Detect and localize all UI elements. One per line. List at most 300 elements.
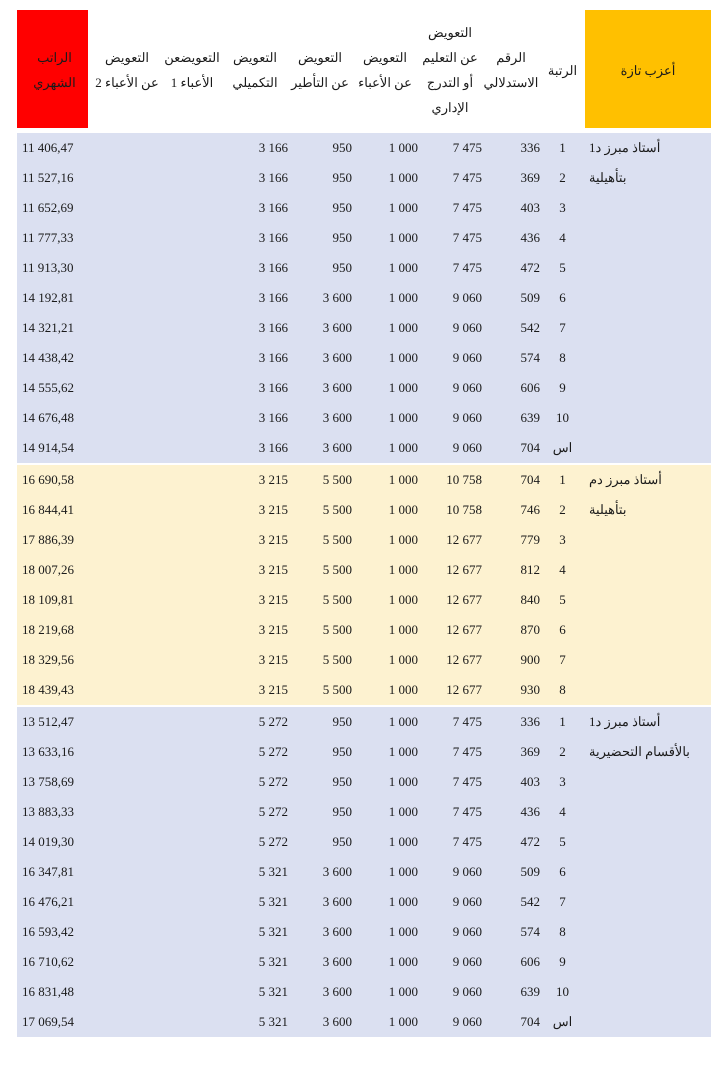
cell-burdens: 1 000 [388, 170, 418, 185]
cell-burdens: 1 000 [388, 502, 418, 517]
cell-index: 900 [520, 652, 540, 667]
cell-complementary: 3 166 [258, 410, 288, 425]
cell-rank: 1 [559, 140, 566, 155]
cell-burdens2 [92, 797, 162, 827]
cell-framing: 3 600 [322, 290, 352, 305]
cell-complementary: 3 166 [258, 140, 288, 155]
cell-burdens2 [92, 403, 162, 433]
cell-salary: 16 831,48 [22, 984, 74, 999]
cell-teaching: 9 060 [452, 984, 482, 999]
cell-burdens1 [162, 343, 222, 373]
column-header-label: الشهري [33, 75, 76, 90]
cell-teaching: 9 060 [452, 954, 482, 969]
cell-burdens2 [92, 223, 162, 253]
cell-complementary: 3 215 [258, 622, 288, 637]
cell-burdens2 [92, 343, 162, 373]
column-header-burdens2 [92, 10, 162, 130]
column-header-index [482, 10, 540, 130]
table-row [17, 675, 711, 705]
cell-burdens1 [162, 615, 222, 645]
cell-complementary: 5 321 [258, 894, 288, 909]
cell-burdens1 [162, 433, 222, 463]
column-header-label: الأعباء 1 [170, 75, 214, 90]
cell-burdens2 [92, 887, 162, 917]
cell-salary: 11 913,30 [22, 260, 74, 275]
cell-burdens1 [162, 707, 222, 737]
cell-rank: 5 [559, 834, 566, 849]
cell-index: 336 [520, 714, 540, 729]
cell-framing: 3 600 [322, 864, 352, 879]
column-header-burdens1 [162, 10, 222, 130]
cell-framing: 950 [332, 230, 352, 245]
table-row [17, 193, 711, 223]
column-header-label: التعويض [297, 50, 343, 65]
group-spacer-cell [585, 373, 711, 403]
cell-index: 704 [520, 472, 540, 487]
column-header-framing [288, 10, 352, 130]
group-spacer-cell [585, 313, 711, 343]
cell-rank: 8 [559, 924, 566, 939]
cell-rank: 3 [559, 200, 566, 215]
cell-burdens: 1 000 [388, 320, 418, 335]
group-label-line: بتأهيلية [589, 170, 627, 185]
cell-salary: 14 676,48 [22, 410, 74, 425]
cell-salary: 18 007,26 [22, 562, 74, 577]
group-spacer-cell [585, 555, 711, 585]
cell-teaching: 10 758 [446, 472, 482, 487]
group-spacer-cell [585, 615, 711, 645]
cell-rank: 5 [559, 260, 566, 275]
cell-burdens: 1 000 [388, 1014, 418, 1029]
cell-index: 472 [520, 834, 540, 849]
table-row [17, 615, 711, 645]
cell-teaching: 12 677 [446, 682, 482, 697]
cell-salary: 13 633,16 [22, 744, 74, 759]
group-spacer-cell [585, 585, 711, 615]
cell-teaching: 9 060 [452, 1014, 482, 1029]
cell-framing: 3 600 [322, 380, 352, 395]
group-spacer-cell [585, 343, 711, 373]
cell-framing: 3 600 [322, 440, 352, 455]
cell-index: 870 [520, 622, 540, 637]
cell-complementary: 5 321 [258, 954, 288, 969]
cell-index: 403 [520, 774, 540, 789]
cell-teaching: 7 475 [452, 774, 482, 789]
table-row [17, 977, 711, 1007]
cell-teaching: 9 060 [452, 924, 482, 939]
cell-index: 472 [520, 260, 540, 275]
cell-burdens: 1 000 [388, 774, 418, 789]
cell-framing: 3 600 [322, 410, 352, 425]
cell-burdens1 [162, 887, 222, 917]
column-header-rank [540, 10, 585, 130]
cell-complementary: 3 215 [258, 562, 288, 577]
column-header-label: التعويضعن [164, 50, 220, 65]
cell-rank: 7 [559, 320, 566, 335]
table-row [17, 283, 711, 313]
cell-salary: 14 555,62 [22, 380, 74, 395]
cell-burdens1 [162, 495, 222, 525]
cell-salary: 11 652,69 [22, 200, 74, 215]
column-header-teaching [418, 10, 482, 130]
cell-framing: 5 500 [322, 622, 352, 637]
column-header-label: الرتبة [547, 62, 578, 78]
table-group-2 [17, 465, 711, 705]
cell-rank: 2 [559, 170, 566, 185]
group-spacer-cell [585, 827, 711, 857]
cell-burdens1 [162, 313, 222, 343]
cell-index: 436 [520, 230, 540, 245]
cell-rank: 8 [559, 682, 566, 697]
column-header-complementary [222, 10, 288, 130]
table-row [17, 373, 711, 403]
cell-burdens: 1 000 [388, 984, 418, 999]
table-row [17, 1007, 711, 1037]
group-label-line: أستاذ مبرز د1 [589, 714, 661, 729]
cell-burdens1 [162, 947, 222, 977]
cell-burdens: 1 000 [388, 864, 418, 879]
group-label-line: بالأقسام التحضيرية [589, 744, 690, 759]
cell-index: 704 [520, 1014, 540, 1029]
cell-burdens: 1 000 [388, 924, 418, 939]
cell-burdens: 1 000 [388, 350, 418, 365]
cell-framing: 950 [332, 170, 352, 185]
cell-salary: 14 438,42 [22, 350, 74, 365]
cell-burdens2 [92, 977, 162, 1007]
cell-teaching: 12 677 [446, 622, 482, 637]
cell-complementary: 5 272 [258, 804, 288, 819]
cell-burdens: 1 000 [388, 200, 418, 215]
cell-complementary: 5 272 [258, 744, 288, 759]
table-row [17, 827, 711, 857]
cell-framing: 3 600 [322, 954, 352, 969]
table-row [17, 887, 711, 917]
cell-index: 542 [520, 320, 540, 335]
cell-burdens2 [92, 737, 162, 767]
cell-teaching: 7 475 [452, 140, 482, 155]
cell-burdens2 [92, 827, 162, 857]
cell-teaching: 7 475 [452, 744, 482, 759]
cell-salary: 18 439,43 [22, 682, 74, 697]
table-row [17, 343, 711, 373]
group-spacer-cell [585, 887, 711, 917]
cell-index: 436 [520, 804, 540, 819]
cell-burdens1 [162, 1007, 222, 1037]
cell-framing: 3 600 [322, 984, 352, 999]
cell-burdens: 1 000 [388, 834, 418, 849]
group-spacer-cell [585, 193, 711, 223]
cell-teaching: 9 060 [452, 440, 482, 455]
cell-complementary: 3 166 [258, 440, 288, 455]
cell-burdens2 [92, 433, 162, 463]
cell-salary: 14 019,30 [22, 834, 74, 849]
table-row [17, 857, 711, 887]
cell-complementary: 5 272 [258, 714, 288, 729]
cell-burdens2 [92, 163, 162, 193]
cell-salary: 17 886,39 [22, 532, 74, 547]
cell-rank: 3 [559, 532, 566, 547]
cell-framing: 3 600 [322, 894, 352, 909]
cell-complementary: 5 321 [258, 864, 288, 879]
group-spacer-cell [585, 977, 711, 1007]
cell-teaching: 9 060 [452, 380, 482, 395]
cell-index: 840 [520, 592, 540, 607]
cell-burdens2 [92, 253, 162, 283]
cell-burdens: 1 000 [388, 562, 418, 577]
group-spacer-cell [585, 767, 711, 797]
cell-burdens2 [92, 707, 162, 737]
cell-burdens2 [92, 133, 162, 163]
cell-burdens2 [92, 585, 162, 615]
group-spacer-cell [585, 433, 711, 463]
column-header-label: الاستدلالي [483, 75, 539, 90]
cell-salary: 16 476,21 [22, 894, 74, 909]
cell-burdens: 1 000 [388, 954, 418, 969]
column-header-label: الإداري [431, 100, 469, 115]
cell-burdens2 [92, 193, 162, 223]
cell-salary: 14 914,54 [22, 440, 74, 455]
cell-rank: 10 [556, 410, 569, 425]
cell-rank: 6 [559, 864, 566, 879]
cell-complementary: 3 215 [258, 652, 288, 667]
cell-index: 812 [520, 562, 540, 577]
column-header-label: التعويض [232, 50, 278, 65]
group-spacer-cell [585, 797, 711, 827]
group-spacer-cell [585, 403, 711, 433]
cell-index: 639 [520, 410, 540, 425]
cell-teaching: 7 475 [452, 714, 482, 729]
cell-burdens: 1 000 [388, 532, 418, 547]
cell-rank: اس [552, 1014, 573, 1029]
cell-salary: 13 512,47 [22, 714, 74, 729]
group-spacer-cell [585, 253, 711, 283]
group-spacer-cell [585, 223, 711, 253]
cell-burdens1 [162, 917, 222, 947]
group-label-line: أستاذ مبرز د1 [589, 140, 661, 155]
column-header-label: عن التعليم [422, 50, 478, 65]
cell-rank: 6 [559, 290, 566, 305]
cell-framing: 5 500 [322, 562, 352, 577]
cell-framing: 5 500 [322, 682, 352, 697]
cell-teaching: 10 758 [446, 502, 482, 517]
cell-rank: 6 [559, 622, 566, 637]
cell-salary: 17 069,54 [22, 1014, 74, 1029]
cell-rank: 7 [559, 652, 566, 667]
cell-burdens2 [92, 947, 162, 977]
column-header-label: عن التأطير [291, 75, 349, 90]
cell-burdens: 1 000 [388, 140, 418, 155]
cell-burdens2 [92, 313, 162, 343]
column-header-label: الرقم [496, 50, 526, 65]
cell-burdens1 [162, 585, 222, 615]
cell-rank: 4 [559, 804, 566, 819]
table-group-3 [17, 707, 711, 1037]
cell-complementary: 3 166 [258, 260, 288, 275]
group-spacer-cell [585, 1007, 711, 1037]
group-label-line: أستاذ مبرز دم [589, 472, 662, 487]
table-row [17, 253, 711, 283]
cell-burdens1 [162, 163, 222, 193]
cell-framing: 950 [332, 834, 352, 849]
cell-index: 606 [520, 954, 540, 969]
cell-salary: 16 690,58 [22, 472, 74, 487]
table-row [17, 525, 711, 555]
cell-index: 704 [520, 440, 540, 455]
cell-burdens2 [92, 525, 162, 555]
cell-salary: 14 321,21 [22, 320, 74, 335]
cell-burdens1 [162, 525, 222, 555]
cell-teaching: 12 677 [446, 562, 482, 577]
column-header-label: أو التدرج [426, 75, 474, 90]
cell-rank: 8 [559, 350, 566, 365]
cell-framing: 5 500 [322, 652, 352, 667]
cell-index: 746 [520, 502, 540, 517]
cell-burdens1 [162, 645, 222, 675]
cell-framing: 5 500 [322, 592, 352, 607]
cell-complementary: 3 215 [258, 472, 288, 487]
cell-burdens2 [92, 767, 162, 797]
cell-burdens2 [92, 373, 162, 403]
cell-rank: 9 [559, 954, 566, 969]
cell-burdens: 1 000 [388, 652, 418, 667]
cell-framing: 3 600 [322, 924, 352, 939]
column-header-burdens [352, 10, 418, 130]
cell-complementary: 3 215 [258, 682, 288, 697]
cell-salary: 11 527,16 [22, 170, 74, 185]
table-group-1 [17, 133, 711, 463]
cell-salary: 18 329,56 [22, 652, 74, 667]
cell-index: 930 [520, 682, 540, 697]
cell-index: 403 [520, 200, 540, 215]
cell-salary: 16 593,42 [22, 924, 74, 939]
cell-index: 574 [520, 350, 540, 365]
cell-teaching: 12 677 [446, 652, 482, 667]
cell-framing: 3 600 [322, 350, 352, 365]
cell-complementary: 3 166 [258, 170, 288, 185]
cell-teaching: 7 475 [452, 200, 482, 215]
cell-burdens1 [162, 977, 222, 1007]
table-row [17, 585, 711, 615]
table-row [17, 313, 711, 343]
cell-burdens2 [92, 645, 162, 675]
cell-rank: 1 [559, 714, 566, 729]
cell-burdens1 [162, 283, 222, 313]
cell-complementary: 3 215 [258, 532, 288, 547]
cell-burdens2 [92, 555, 162, 585]
cell-salary: 11 406,47 [22, 140, 74, 155]
cell-rank: 1 [559, 472, 566, 487]
cell-rank: 10 [556, 984, 569, 999]
cell-teaching: 7 475 [452, 804, 482, 819]
cell-rank: اس [552, 440, 573, 455]
cell-index: 639 [520, 984, 540, 999]
cell-framing: 3 600 [322, 1014, 352, 1029]
cell-framing: 950 [332, 260, 352, 275]
cell-burdens2 [92, 675, 162, 705]
table-header-row [17, 10, 711, 130]
cell-burdens2 [92, 1007, 162, 1037]
cell-burdens1 [162, 133, 222, 163]
table-row [17, 555, 711, 585]
cell-burdens: 1 000 [388, 744, 418, 759]
group-label [585, 465, 711, 525]
cell-complementary: 5 321 [258, 1014, 288, 1029]
column-header-salary [17, 10, 92, 130]
cell-complementary: 5 272 [258, 834, 288, 849]
cell-rank: 2 [559, 744, 566, 759]
table-row [17, 797, 711, 827]
cell-burdens1 [162, 737, 222, 767]
cell-burdens: 1 000 [388, 592, 418, 607]
cell-index: 369 [520, 744, 540, 759]
cell-rank: 9 [559, 380, 566, 395]
cell-framing: 5 500 [322, 472, 352, 487]
cell-burdens: 1 000 [388, 714, 418, 729]
cell-salary: 18 109,81 [22, 592, 74, 607]
cell-teaching: 12 677 [446, 592, 482, 607]
cell-rank: 4 [559, 230, 566, 245]
cell-burdens1 [162, 465, 222, 495]
group-spacer-cell [585, 947, 711, 977]
column-header-label: عن الأعباء [358, 75, 412, 90]
cell-teaching: 7 475 [452, 230, 482, 245]
cell-burdens2 [92, 615, 162, 645]
cell-burdens1 [162, 827, 222, 857]
cell-burdens1 [162, 373, 222, 403]
cell-teaching: 7 475 [452, 170, 482, 185]
cell-complementary: 3 215 [258, 592, 288, 607]
group-spacer-cell [585, 917, 711, 947]
cell-rank: 7 [559, 894, 566, 909]
cell-burdens: 1 000 [388, 682, 418, 697]
cell-index: 509 [520, 290, 540, 305]
cell-index: 574 [520, 924, 540, 939]
cell-burdens: 1 000 [388, 804, 418, 819]
cell-complementary: 3 166 [258, 290, 288, 305]
cell-burdens: 1 000 [388, 260, 418, 275]
cell-framing: 950 [332, 200, 352, 215]
cell-salary: 13 883,33 [22, 804, 74, 819]
column-header-label: عن الأعباء 2 [95, 75, 159, 90]
cell-framing: 5 500 [322, 532, 352, 547]
cell-teaching: 12 677 [446, 532, 482, 547]
cell-framing: 950 [332, 140, 352, 155]
cell-burdens1 [162, 403, 222, 433]
cell-index: 542 [520, 894, 540, 909]
cell-complementary: 3 166 [258, 350, 288, 365]
cell-complementary: 5 272 [258, 774, 288, 789]
cell-teaching: 9 060 [452, 864, 482, 879]
cell-index: 779 [520, 532, 540, 547]
cell-burdens1 [162, 767, 222, 797]
column-header-label: التعويض [427, 25, 473, 40]
cell-burdens: 1 000 [388, 472, 418, 487]
cell-index: 369 [520, 170, 540, 185]
table-row [17, 947, 711, 977]
column-header-label: التعويض [104, 50, 150, 65]
table-row [17, 223, 711, 253]
column-header-label: الراتب [37, 50, 72, 65]
group-spacer-cell [585, 645, 711, 675]
group-label-line: بتأهيلية [589, 502, 627, 517]
cell-index: 336 [520, 140, 540, 155]
cell-burdens1 [162, 193, 222, 223]
cell-complementary: 3 166 [258, 200, 288, 215]
cell-rank: 2 [559, 502, 566, 517]
group-spacer-cell [585, 675, 711, 705]
cell-burdens1 [162, 253, 222, 283]
cell-burdens2 [92, 857, 162, 887]
